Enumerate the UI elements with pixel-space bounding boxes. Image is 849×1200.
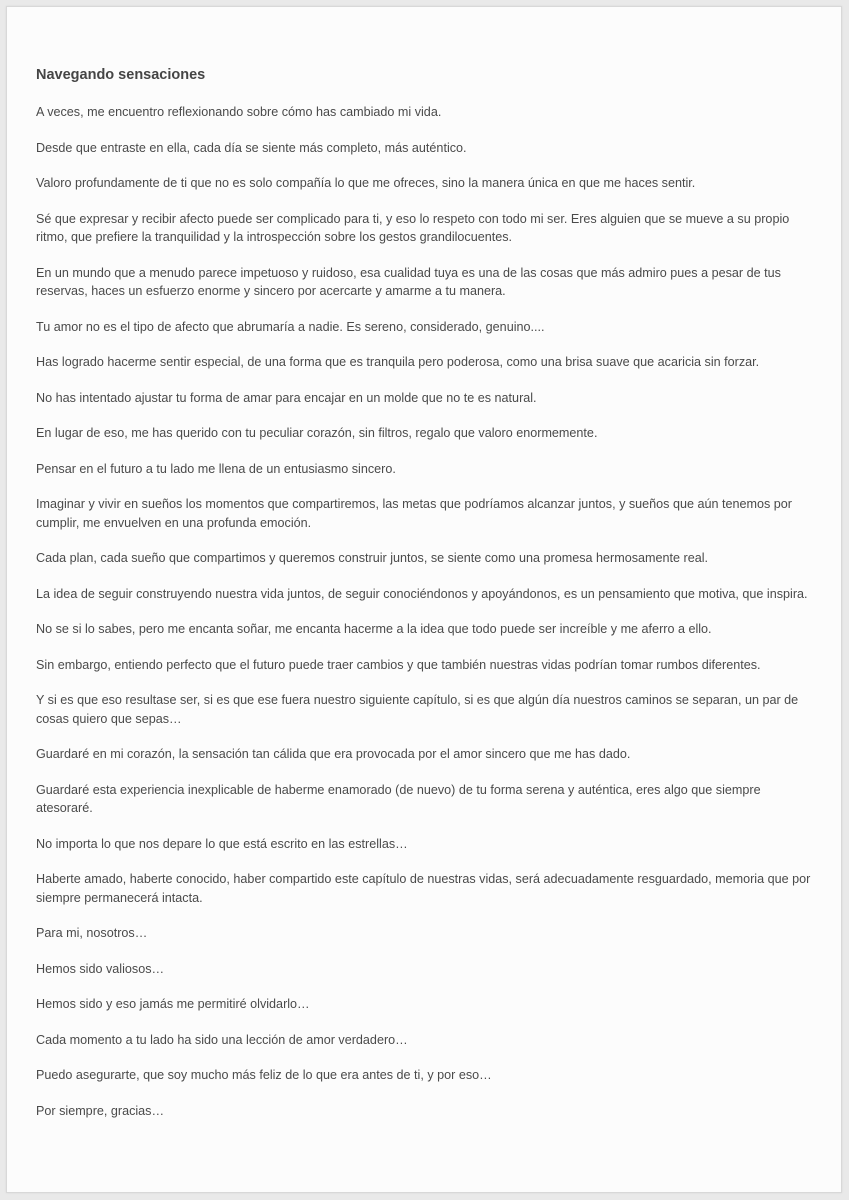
paragraph-25: Puedo asegurarte, que soy mucho más feliz de lo que era antes de ti, y por eso… — [36, 1068, 492, 1082]
document-body — [36, 65, 816, 1137]
paragraph-7: Has logrado hacerme sentir especial, de una forma que es tranquila pero poderosa, como una brisa suave que acaricia sin forzar. — [36, 355, 760, 369]
paragraph-3: Valoro profundamente de ti que no es solo compañía lo que me ofreces, sino la manera única en que me haces sentir. — [36, 176, 696, 190]
paragraph-8: No has intentado ajustar tu forma de amar para encajar en un molde que no te es natural. — [36, 390, 537, 405]
paragraph-15: Sin embargo, entiendo perfecto que el futuro puede traer cambios y que también nuestras vidas podrían tomar rumbos diferentes. — [36, 657, 761, 672]
paragraph-17: Guardaré en mi corazón, la sensación tan cálida que era provocada por el amor sincero que me has dado. — [36, 747, 631, 761]
paragraph-9: En lugar de eso, me has querido con tu peculiar corazón, sin filtros, regalo que valoro enormemente. — [36, 426, 598, 440]
paragraph-6: Tu amor no es el tipo de afecto que abrumaría a nadie. Es sereno, considerado, genuino.... — [36, 319, 545, 334]
paragraph-22: Hemos sido valiosos… — [36, 961, 165, 976]
paragraph-14: No se si lo sabes, pero me encanta soñar, me encanta hacerme a la idea que todo puede ser increíble y me aferro a ello. — [36, 622, 712, 636]
paragraph-4: Sé que expresar y recibir afecto puede ser complicado para ti, y eso lo respeto con todo mi ser. Eres alguien que se mueve a su propio ritmo, que prefiere la tranquilidad y la introspección sobre los gestos grandilocuentes. — [36, 211, 790, 244]
paragraph-10: Pensar en el futuro a tu lado me llena de un entusiasmo sincero. — [36, 461, 396, 476]
paragraph-18: Guardaré esta experiencia inexplicable de haberme enamorado (de nuevo) de tu forma serena y auténtica, eres algo que siempre atesoraré. — [36, 782, 761, 815]
paragraph-23: Hemos sido y eso jamás me permitiré olvidarlo… — [36, 997, 310, 1011]
paragraph-19: No importa lo que nos depare lo que está escrito en las estrellas… — [36, 836, 408, 851]
document-title: Navegando sensaciones — [36, 67, 206, 83]
paragraph-1: A veces, me encuentro reflexionando sobre cómo has cambiado mi vida. — [36, 105, 442, 119]
paragraph-2: Desde que entraste en ella, cada día se siente más completo, más auténtico. — [36, 140, 467, 155]
paragraph-24: Cada momento a tu lado ha sido una lección de amor verdadero… — [36, 1032, 408, 1047]
paragraph-16: Y si es que eso resultase ser, si es que ese fuera nuestro siguiente capítulo, si es que algún día nuestros caminos se separan, un par de cosas quiero que sepas… — [36, 693, 799, 726]
paragraph-11: Imaginar y vivir en sueños los momentos que compartiremos, las metas que podríamos alcanzar juntos, y sueños que aún tenemos por cumplir, me envuelven en una profunda emoción. — [36, 497, 793, 530]
paragraph-12: Cada plan, cada sueño que compartimos y queremos construir juntos, se siente como una promesa hermosamente real. — [36, 551, 709, 565]
paragraph-20: Haberte amado, haberte conocido, haber compartido este capítulo de nuestras vidas, será adecuadamente resguardado, memoria que por siempre permanecerá intacta. — [36, 872, 811, 905]
paragraph-13: La idea de seguir construyendo nuestra vida juntos, de seguir conociéndonos y apoyándonos, es un pensamiento que motiva, que inspira. — [36, 586, 808, 601]
paragraph-26: Por siempre, gracias… — [36, 1103, 165, 1118]
document-page — [6, 6, 842, 1193]
paragraph-5: En un mundo que a menudo parece impetuoso y ruidoso, esa cualidad tuya es una de las cosas que más admiro pues a pesar de tus reservas, haces un esfuerzo enorme y sincero por acercarte y amarme a tu manera. — [36, 265, 781, 298]
paragraph-21: Para mi, nosotros… — [36, 926, 148, 940]
